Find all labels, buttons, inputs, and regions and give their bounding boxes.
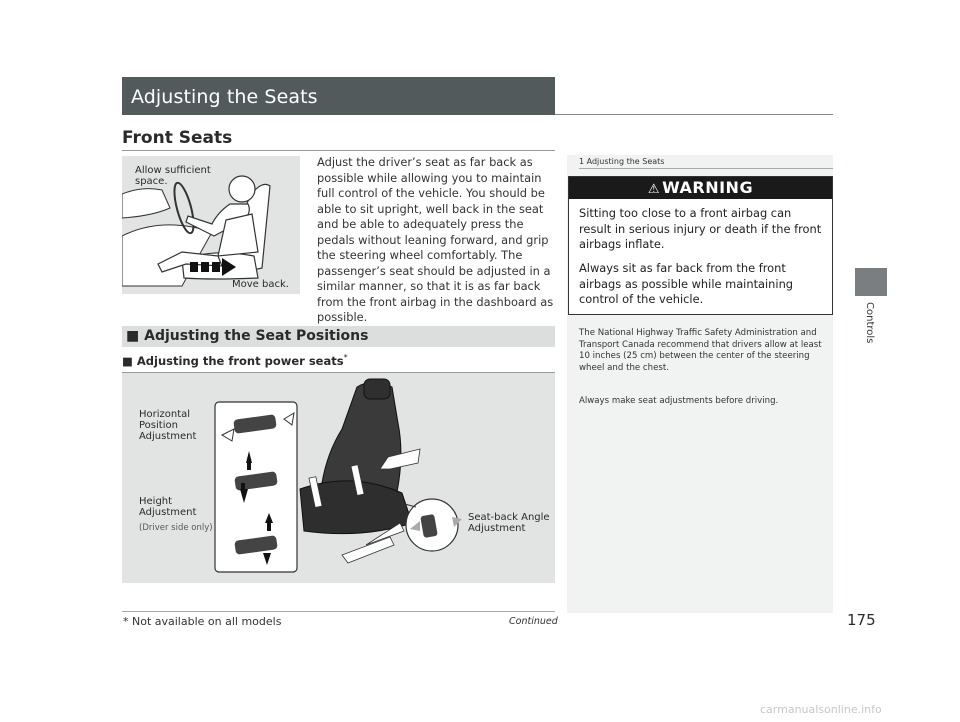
page-title: Adjusting the Seats bbox=[131, 86, 318, 108]
allow-space-label: Allow sufficient space. bbox=[135, 165, 211, 187]
driver-position-illustration bbox=[122, 156, 300, 294]
subsection-title: Adjusting the Seat Positions bbox=[144, 328, 369, 344]
warning-title: WARNING bbox=[662, 178, 754, 197]
availability-asterisk: * bbox=[343, 353, 348, 362]
seatback-angle-label: Seat-back Angle Adjustment bbox=[468, 512, 550, 534]
continued-label: Continued bbox=[509, 616, 558, 627]
sidebar-note-2: Always make seat adjustments before driving. bbox=[579, 396, 779, 406]
warning-header bbox=[569, 177, 832, 199]
item-title: Adjusting the front power seats bbox=[136, 353, 344, 368]
move-back-label: Move back. bbox=[232, 279, 289, 290]
body-paragraph: Adjust the driver’s seat as far back as possible while allowing you to maintain full control of the vehicle. You should be able to sit upright, well back in the seat and be able to adequately press the pedals without leaning forward, and grip the steering wheel comfortably. The passenger’s seat should be adjusted in a similar manner, so that it is as far back from the front airbag in the dashboard as possible. bbox=[317, 155, 554, 324]
watermark: carmanualsonline.info bbox=[760, 703, 882, 716]
power-seat-drawing bbox=[122, 373, 555, 583]
section-divider bbox=[122, 150, 555, 151]
subsection-marker: ■ bbox=[126, 328, 140, 344]
chapter-title-bar bbox=[122, 77, 555, 115]
item-marker: ■ bbox=[122, 353, 133, 368]
height-adjust-label: Height Adjustment bbox=[139, 496, 197, 518]
sidebar-divider bbox=[579, 168, 833, 169]
sidebar-heading-text: Adjusting the Seats bbox=[586, 157, 665, 166]
chapter-tab-label: Controls bbox=[864, 302, 875, 344]
section-title: Front Seats bbox=[122, 128, 233, 148]
footer-divider bbox=[122, 611, 555, 612]
sidebar-heading bbox=[579, 157, 664, 166]
title-divider bbox=[555, 114, 833, 115]
warning-paragraph-2: Always sit as far back from the front airbags as possible while maintaining control of the vehicle. bbox=[579, 261, 794, 306]
subsection-bar bbox=[122, 326, 555, 347]
warning-box bbox=[568, 176, 833, 315]
warning-triangle-icon: ⚠ bbox=[647, 182, 661, 197]
footnote: * Not available on all models bbox=[123, 615, 282, 628]
sidebar-note-1: The National Highway Traffic Safety Administration and Transport Canada recommend that drivers allow at least 10 inches (25 cm) between the center of the steering wheel and the chest. bbox=[579, 328, 822, 374]
power-seat-illustration bbox=[122, 372, 555, 583]
chapter-tab bbox=[855, 268, 887, 296]
page-number: 175 bbox=[847, 611, 876, 629]
sidebar-marker: 1 bbox=[579, 157, 585, 166]
driver-side-note: (Driver side only) bbox=[139, 523, 213, 533]
warning-paragraph-1: Sitting too close to a front airbag can result in serious injury or death if the front airbags inflate. bbox=[579, 206, 822, 251]
power-seats-heading bbox=[122, 353, 348, 368]
horizontal-adjust-label: Horizontal Position Adjustment bbox=[139, 409, 197, 442]
